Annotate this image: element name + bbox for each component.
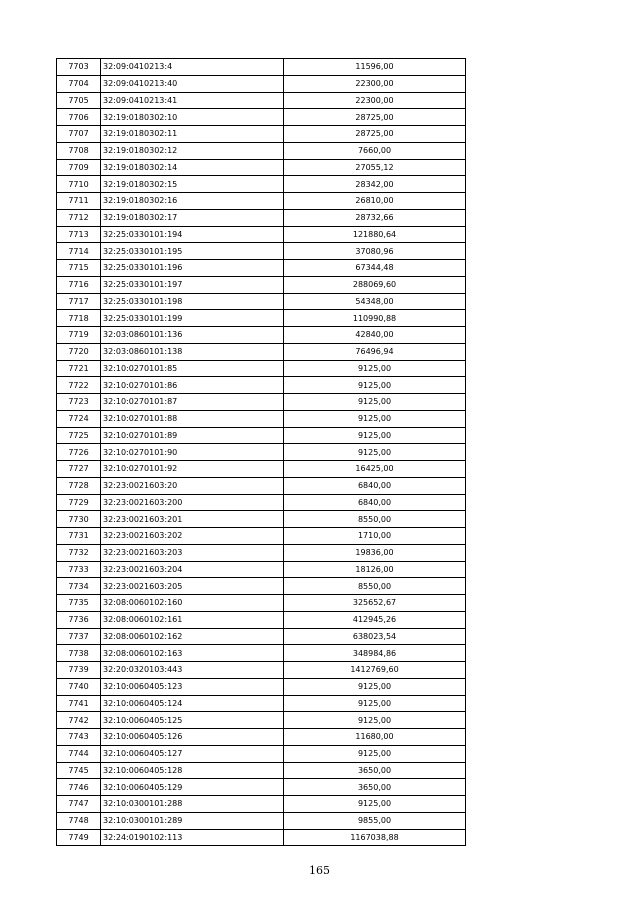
- table-row: [57, 444, 466, 461]
- cadastral-number-cell: 32:10:0270101:87: [101, 394, 284, 411]
- value-cell: 121880,64: [284, 226, 466, 243]
- value-cell: 76496,94: [284, 343, 466, 360]
- value-cell: 9125,00: [284, 444, 466, 461]
- value-cell: 8550,00: [284, 578, 466, 595]
- row-number-cell: 7708: [57, 142, 101, 159]
- value-cell: 638023,54: [284, 628, 466, 645]
- row-number-cell: 7748: [57, 812, 101, 829]
- cadastral-number-cell: 32:23:0021603:205: [101, 578, 284, 595]
- cadastral-number-cell: 32:09:0410213:41: [101, 92, 284, 109]
- cadastral-number-cell: 32:25:0330101:199: [101, 310, 284, 327]
- row-number-cell: 7722: [57, 377, 101, 394]
- cadastral-number-cell: 32:08:0060102:161: [101, 611, 284, 628]
- table-row: [57, 762, 466, 779]
- value-cell: 7660,00: [284, 142, 466, 159]
- value-cell: 54348,00: [284, 293, 466, 310]
- row-number-cell: 7731: [57, 528, 101, 545]
- value-cell: 9125,00: [284, 360, 466, 377]
- value-cell: 26810,00: [284, 193, 466, 210]
- cadastral-number-cell: 32:10:0060405:129: [101, 779, 284, 796]
- table-row: [57, 75, 466, 92]
- value-cell: 19836,00: [284, 544, 466, 561]
- table-row: [57, 243, 466, 260]
- row-number-cell: 7724: [57, 410, 101, 427]
- value-cell: 9125,00: [284, 410, 466, 427]
- value-cell: 27055,12: [284, 159, 466, 176]
- cadastral-number-cell: 32:10:0270101:89: [101, 427, 284, 444]
- cadastral-number-cell: 32:08:0060102:163: [101, 645, 284, 662]
- row-number-cell: 7745: [57, 762, 101, 779]
- cadastral-number-cell: 32:10:0270101:85: [101, 360, 284, 377]
- page-number: 165: [309, 864, 330, 877]
- row-number-cell: 7742: [57, 712, 101, 729]
- table-row: [57, 59, 466, 76]
- table-row: [57, 645, 466, 662]
- value-cell: 6840,00: [284, 477, 466, 494]
- cadastral-number-cell: 32:23:0021603:204: [101, 561, 284, 578]
- row-number-cell: 7749: [57, 829, 101, 846]
- table-row: [57, 276, 466, 293]
- row-number-cell: 7718: [57, 310, 101, 327]
- table-row: [57, 92, 466, 109]
- value-cell: 3650,00: [284, 762, 466, 779]
- row-number-cell: 7739: [57, 662, 101, 679]
- value-cell: 9855,00: [284, 812, 466, 829]
- value-cell: 22300,00: [284, 92, 466, 109]
- cadastral-number-cell: 32:03:0860101:136: [101, 327, 284, 344]
- value-cell: 9125,00: [284, 745, 466, 762]
- row-number-cell: 7736: [57, 611, 101, 628]
- table-row: [57, 712, 466, 729]
- cadastral-number-cell: 32:10:0270101:92: [101, 461, 284, 478]
- table-row: [57, 745, 466, 762]
- table-row: [57, 176, 466, 193]
- row-number-cell: 7704: [57, 75, 101, 92]
- table-row: [57, 293, 466, 310]
- table-row: [57, 310, 466, 327]
- row-number-cell: 7727: [57, 461, 101, 478]
- value-cell: 325652,67: [284, 595, 466, 612]
- table-body: [57, 59, 466, 846]
- table-row: [57, 494, 466, 511]
- table-row: [57, 394, 466, 411]
- row-number-cell: 7707: [57, 126, 101, 143]
- table-row: [57, 410, 466, 427]
- value-cell: 11680,00: [284, 729, 466, 746]
- row-number-cell: 7710: [57, 176, 101, 193]
- row-number-cell: 7725: [57, 427, 101, 444]
- cadastral-number-cell: 32:03:0860101:138: [101, 343, 284, 360]
- cadastral-number-cell: 32:25:0330101:198: [101, 293, 284, 310]
- value-cell: 42840,00: [284, 327, 466, 344]
- row-number-cell: 7712: [57, 209, 101, 226]
- cadastral-number-cell: 32:25:0330101:197: [101, 276, 284, 293]
- row-number-cell: 7730: [57, 511, 101, 528]
- table-row: [57, 343, 466, 360]
- table-row: [57, 812, 466, 829]
- table-row: [57, 427, 466, 444]
- cadastral-number-cell: 32:09:0410213:40: [101, 75, 284, 92]
- cadastral-number-cell: 32:10:0060405:127: [101, 745, 284, 762]
- cadastral-number-cell: 32:08:0060102:162: [101, 628, 284, 645]
- row-number-cell: 7721: [57, 360, 101, 377]
- value-cell: 37080,96: [284, 243, 466, 260]
- table-row: [57, 511, 466, 528]
- cadastral-number-cell: 32:20:0320103:443: [101, 662, 284, 679]
- value-cell: 9125,00: [284, 427, 466, 444]
- table-row: [57, 193, 466, 210]
- cadastral-number-cell: 32:08:0060102:160: [101, 595, 284, 612]
- row-number-cell: 7733: [57, 561, 101, 578]
- table-row: [57, 528, 466, 545]
- row-number-cell: 7713: [57, 226, 101, 243]
- value-cell: 9125,00: [284, 394, 466, 411]
- value-cell: 9125,00: [284, 678, 466, 695]
- cadastral-number-cell: 32:23:0021603:201: [101, 511, 284, 528]
- row-number-cell: 7744: [57, 745, 101, 762]
- value-cell: 1710,00: [284, 528, 466, 545]
- row-number-cell: 7711: [57, 193, 101, 210]
- cadastral-number-cell: 32:19:0180302:11: [101, 126, 284, 143]
- cadastral-number-cell: 32:23:0021603:200: [101, 494, 284, 511]
- value-cell: 9125,00: [284, 712, 466, 729]
- table-row: [57, 678, 466, 695]
- row-number-cell: 7716: [57, 276, 101, 293]
- value-cell: 67344,48: [284, 260, 466, 277]
- row-number-cell: 7717: [57, 293, 101, 310]
- value-cell: 412945,26: [284, 611, 466, 628]
- table-row: [57, 662, 466, 679]
- value-cell: 28342,00: [284, 176, 466, 193]
- table-row: [57, 628, 466, 645]
- value-cell: 6840,00: [284, 494, 466, 511]
- row-number-cell: 7732: [57, 544, 101, 561]
- row-number-cell: 7726: [57, 444, 101, 461]
- table-row: [57, 377, 466, 394]
- table-row: [57, 779, 466, 796]
- cadastral-number-cell: 32:25:0330101:195: [101, 243, 284, 260]
- value-cell: 28725,00: [284, 109, 466, 126]
- cadastral-number-cell: 32:09:0410213:4: [101, 59, 284, 76]
- value-cell: 3650,00: [284, 779, 466, 796]
- cadastral-number-cell: 32:19:0180302:10: [101, 109, 284, 126]
- value-cell: 16425,00: [284, 461, 466, 478]
- table-row: [57, 695, 466, 712]
- cadastral-number-cell: 32:19:0180302:12: [101, 142, 284, 159]
- table-row: [57, 595, 466, 612]
- value-cell: 1412769,60: [284, 662, 466, 679]
- table-row: [57, 796, 466, 813]
- cadastral-number-cell: 32:19:0180302:17: [101, 209, 284, 226]
- table-row: [57, 142, 466, 159]
- cadastral-number-cell: 32:10:0270101:90: [101, 444, 284, 461]
- value-cell: 9125,00: [284, 796, 466, 813]
- value-cell: 348984,86: [284, 645, 466, 662]
- value-cell: 8550,00: [284, 511, 466, 528]
- cadastral-number-cell: 32:10:0060405:126: [101, 729, 284, 746]
- table-row: [57, 544, 466, 561]
- value-cell: 9125,00: [284, 695, 466, 712]
- table-row: [57, 729, 466, 746]
- table-row: [57, 477, 466, 494]
- value-cell: 110990,88: [284, 310, 466, 327]
- row-number-cell: 7734: [57, 578, 101, 595]
- row-number-cell: 7741: [57, 695, 101, 712]
- value-cell: 9125,00: [284, 377, 466, 394]
- table-row: [57, 209, 466, 226]
- row-number-cell: 7737: [57, 628, 101, 645]
- cadastral-number-cell: 32:10:0270101:86: [101, 377, 284, 394]
- cadastral-number-cell: 32:10:0060405:124: [101, 695, 284, 712]
- row-number-cell: 7706: [57, 109, 101, 126]
- row-number-cell: 7714: [57, 243, 101, 260]
- table-row: [57, 126, 466, 143]
- cadastral-number-cell: 32:25:0330101:196: [101, 260, 284, 277]
- table-row: [57, 226, 466, 243]
- table-row: [57, 461, 466, 478]
- value-cell: 18126,00: [284, 561, 466, 578]
- row-number-cell: 7746: [57, 779, 101, 796]
- row-number-cell: 7747: [57, 796, 101, 813]
- value-cell: 1167038,88: [284, 829, 466, 846]
- cadastral-number-cell: 32:23:0021603:20: [101, 477, 284, 494]
- cadastral-number-cell: 32:10:0060405:125: [101, 712, 284, 729]
- cadastral-number-cell: 32:23:0021603:203: [101, 544, 284, 561]
- value-cell: 28725,00: [284, 126, 466, 143]
- cadastral-number-cell: 32:10:0060405:128: [101, 762, 284, 779]
- value-cell: 28732,66: [284, 209, 466, 226]
- row-number-cell: 7743: [57, 729, 101, 746]
- cadastral-number-cell: 32:10:0300101:288: [101, 796, 284, 813]
- table-row: [57, 561, 466, 578]
- cadastral-number-cell: 32:23:0021603:202: [101, 528, 284, 545]
- cadastral-number-cell: 32:10:0300101:289: [101, 812, 284, 829]
- table-row: [57, 260, 466, 277]
- row-number-cell: 7740: [57, 678, 101, 695]
- row-number-cell: 7703: [57, 59, 101, 76]
- table-row: [57, 611, 466, 628]
- cadastral-number-cell: 32:19:0180302:15: [101, 176, 284, 193]
- row-number-cell: 7705: [57, 92, 101, 109]
- row-number-cell: 7720: [57, 343, 101, 360]
- value-cell: 11596,00: [284, 59, 466, 76]
- row-number-cell: 7723: [57, 394, 101, 411]
- cadastral-value-table: [56, 58, 466, 846]
- cadastral-number-cell: 32:24:0190102:113: [101, 829, 284, 846]
- cadastral-number-cell: 32:10:0060405:123: [101, 678, 284, 695]
- table-row: [57, 360, 466, 377]
- row-number-cell: 7728: [57, 477, 101, 494]
- table-row: [57, 829, 466, 846]
- row-number-cell: 7715: [57, 260, 101, 277]
- table-row: [57, 327, 466, 344]
- cadastral-number-cell: 32:10:0270101:88: [101, 410, 284, 427]
- table-row: [57, 578, 466, 595]
- row-number-cell: 7719: [57, 327, 101, 344]
- value-cell: 288069,60: [284, 276, 466, 293]
- table-row: [57, 109, 466, 126]
- cadastral-number-cell: 32:25:0330101:194: [101, 226, 284, 243]
- cadastral-number-cell: 32:19:0180302:14: [101, 159, 284, 176]
- row-number-cell: 7738: [57, 645, 101, 662]
- cadastral-number-cell: 32:19:0180302:16: [101, 193, 284, 210]
- value-cell: 22300,00: [284, 75, 466, 92]
- row-number-cell: 7729: [57, 494, 101, 511]
- row-number-cell: 7709: [57, 159, 101, 176]
- row-number-cell: 7735: [57, 595, 101, 612]
- table-row: [57, 159, 466, 176]
